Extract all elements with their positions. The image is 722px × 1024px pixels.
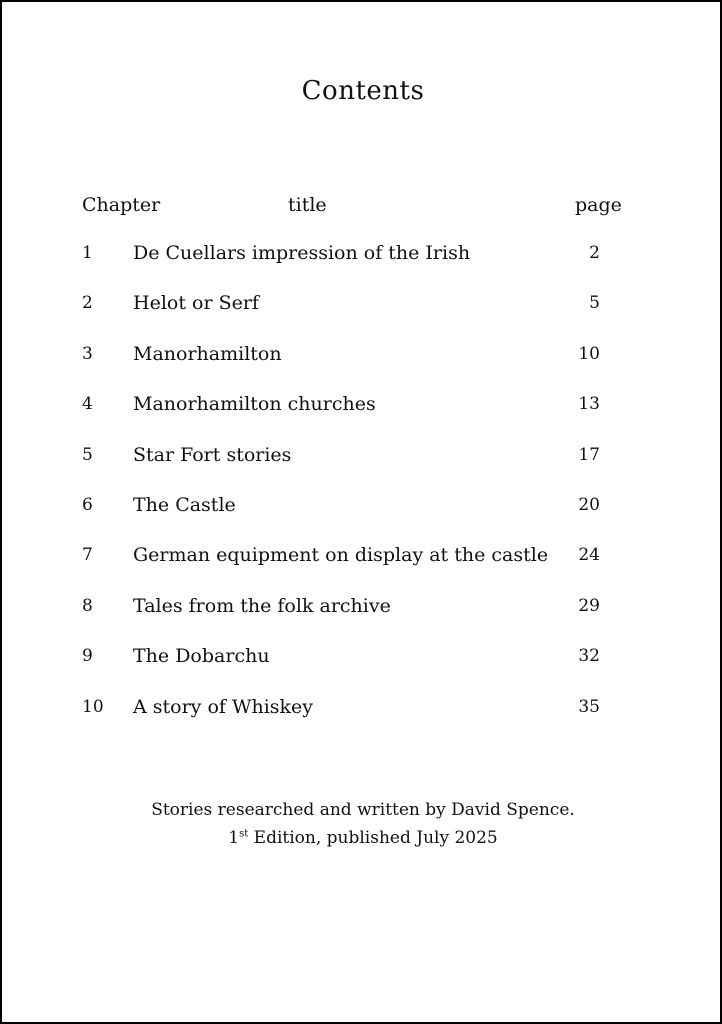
toc-entry: [82, 240, 642, 290]
page-title: Contents: [301, 76, 425, 106]
edition-text: Edition, published July 2025: [248, 828, 498, 848]
toc-entry-number: 10: [82, 696, 104, 717]
toc-entry-title: Manorhamilton: [133, 342, 282, 365]
toc-entry-page: 35: [578, 696, 600, 717]
toc-entry: [82, 341, 642, 391]
toc-entry-title: The Dobarchu: [133, 645, 270, 668]
toc-entry: [82, 290, 642, 340]
toc-entry-number: 7: [82, 545, 93, 566]
edition-ordinal-suffix: st: [239, 828, 249, 840]
header-page-label: page: [575, 194, 622, 216]
toc-entry-page: 10: [578, 343, 600, 364]
toc-header: [82, 194, 642, 222]
toc-entry-title: The Castle: [133, 493, 236, 516]
toc-entry: [82, 542, 642, 592]
toc-entry-number: 8: [82, 595, 93, 616]
toc-list: [82, 240, 642, 744]
toc-entry-title: Manorhamilton churches: [133, 393, 376, 416]
toc-entry-number: 4: [82, 394, 93, 415]
header-title-label: title: [288, 194, 327, 216]
author-credit: Stories researched and written by David Spence.: [151, 800, 575, 820]
toc-entry-title: Tales from the folk archive: [133, 594, 391, 617]
toc-entry-title: Star Fort stories: [133, 443, 292, 466]
toc-entry-number: 6: [82, 494, 93, 515]
toc-entry-page: 2: [589, 243, 600, 263]
toc-entry-number: 2: [82, 293, 93, 314]
edition-line: [2, 828, 722, 848]
toc-entry: [82, 391, 642, 441]
toc-entry-title: German equipment on display at the castle: [133, 544, 549, 567]
toc-entry-page: 32: [578, 646, 600, 667]
toc-entry-page: 24: [578, 545, 600, 566]
toc-entry-number: 9: [82, 646, 93, 667]
toc-entry: [82, 694, 642, 744]
toc-entry-title: Helot or Serf: [133, 292, 259, 315]
header-chapter-label: Chapter: [82, 194, 161, 216]
toc-entry-page: 17: [578, 444, 600, 465]
toc-entry-number: 5: [82, 444, 93, 465]
toc-entry-page: 5: [589, 293, 600, 314]
toc-entry: [82, 643, 642, 693]
toc-entry-page: 20: [578, 494, 600, 515]
toc-entry: [82, 593, 642, 643]
toc-entry-number: 3: [82, 343, 93, 364]
toc-entry: [82, 492, 642, 542]
edition-number: 1: [228, 828, 240, 848]
toc-entry-title: De Cuellars impression of the Irish: [133, 242, 471, 264]
toc-entry: [82, 442, 642, 492]
toc-entry-title: A story of Whiskey: [133, 695, 314, 718]
toc-entry-page: 13: [578, 394, 600, 415]
toc-entry-page: 29: [578, 595, 600, 616]
toc-entry-number: 1: [82, 243, 93, 263]
